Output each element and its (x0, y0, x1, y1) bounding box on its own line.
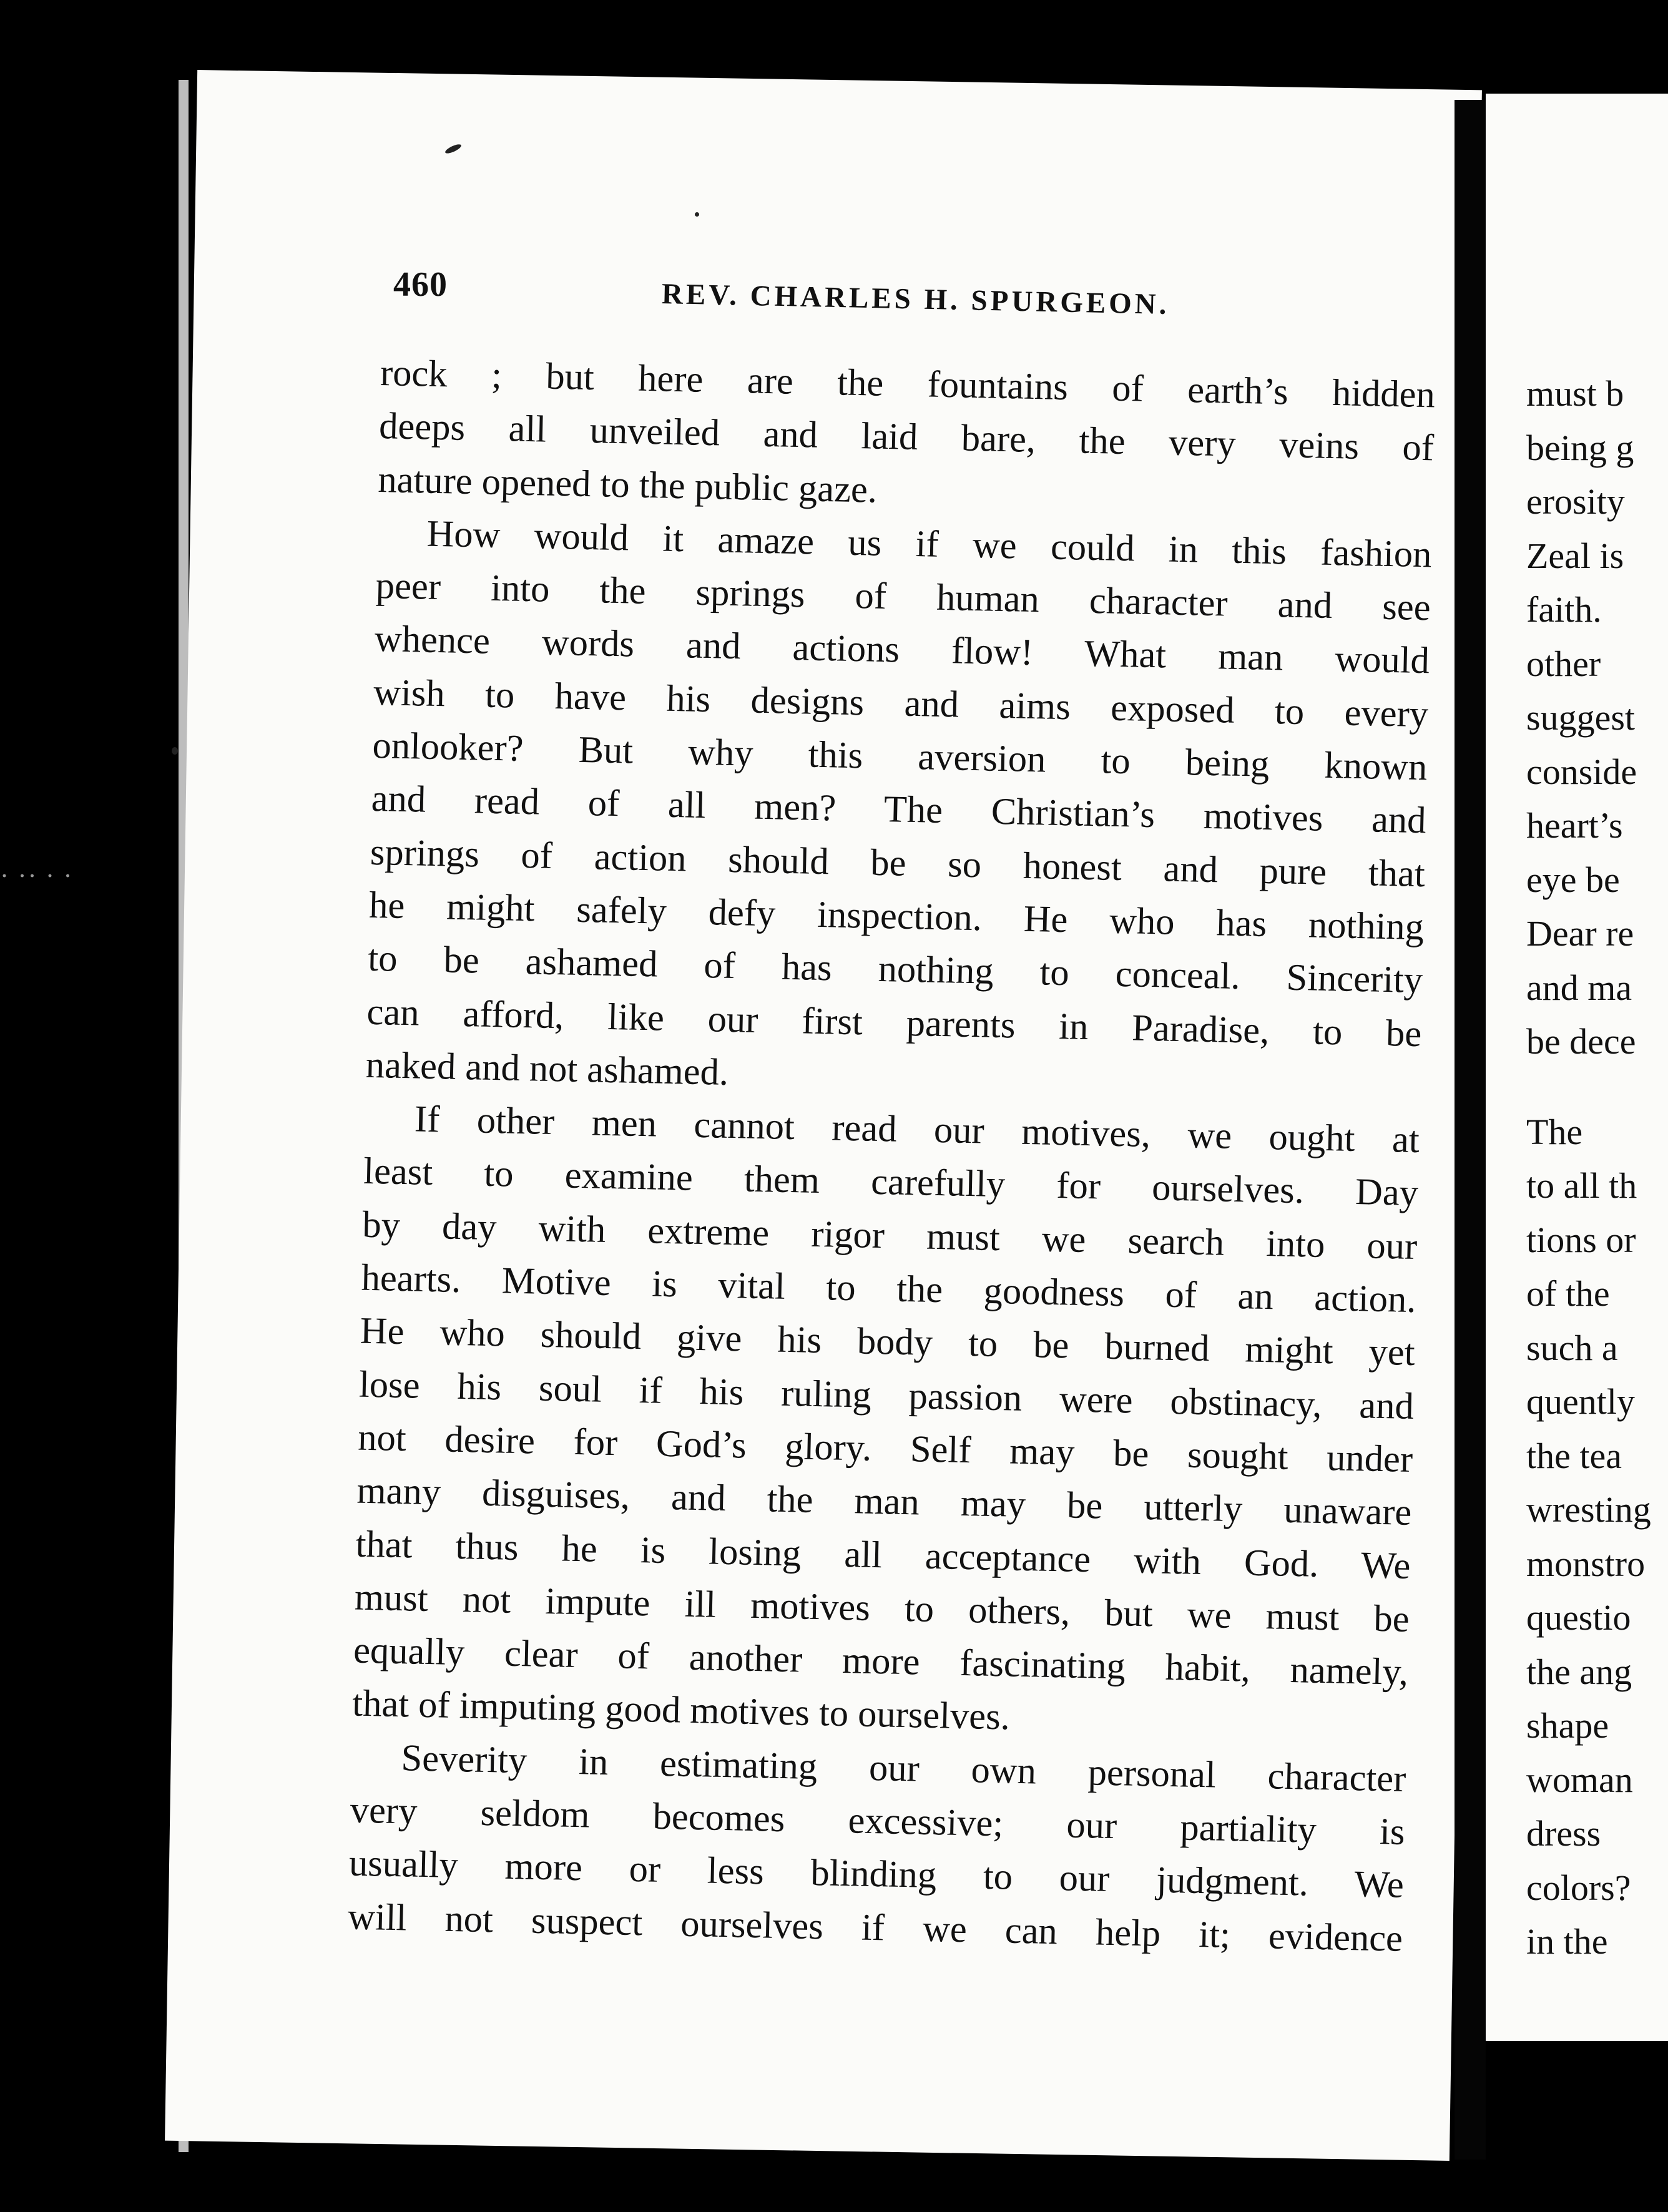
scan-noise: · ·· · · (0, 862, 74, 891)
text-line: by day with extreme rigor must we search into our (361, 1203, 1418, 1268)
text-line: usually more or less blinding to our judgment. We (348, 1842, 1405, 1907)
text-line: shape (1526, 1705, 1609, 1746)
text-line: very seldom becomes excessive; our partiality is (350, 1789, 1406, 1853)
text-line: Dear re (1526, 913, 1634, 954)
text-line: the ang (1526, 1651, 1632, 1692)
ink-speck (172, 747, 178, 755)
text-line: hearts. Motive is vital to the goodness of an action. (361, 1256, 1417, 1321)
text-line: How would it amaze us if we could in this fashion (426, 512, 1433, 576)
text-line: Zeal is (1526, 535, 1624, 576)
paragraph-gap (1526, 1069, 1668, 1105)
book-gutter (1455, 100, 1486, 2160)
text-line: He who should give his body to be burned might yet (360, 1310, 1416, 1374)
text-line: Severity in estimating our own personal character (400, 1736, 1406, 1800)
text-line: equally clear of another more fascinating habit, namely, (353, 1629, 1409, 1694)
text-line: of the (1526, 1273, 1610, 1314)
running-head: REV. CHARLES H. SPURGEON. (661, 278, 1170, 321)
text-line: least to examine them carefully for ourselves. Day (363, 1150, 1419, 1215)
text-line: peer into the springs of human character and see (375, 565, 1431, 629)
right-page-text (1526, 367, 1668, 1969)
page-header (393, 265, 1392, 321)
text-line: tions or (1526, 1219, 1636, 1260)
text-line: springs of action should be so honest and pure that (370, 831, 1426, 895)
text-line: wresting (1526, 1489, 1651, 1530)
text-line: monstro (1526, 1543, 1646, 1584)
text-line: nature opened to the public gaze. (377, 458, 878, 511)
text-line: erosity (1526, 481, 1625, 522)
text-line: the tea (1526, 1435, 1622, 1476)
text-line: not desire for God’s glory. Self may be sought under (357, 1416, 1413, 1480)
ink-speck (695, 212, 699, 217)
text-line: be dece (1526, 1021, 1636, 1062)
text-line: other (1526, 643, 1601, 684)
text-line: The (1526, 1111, 1583, 1152)
page-number: 460 (393, 265, 448, 304)
text-line: and read of all men? The Christian’s motives and (371, 778, 1427, 842)
text-line: If other men cannot read our motives, we ought at (414, 1098, 1420, 1162)
text-line: must b (1526, 373, 1624, 414)
text-line: being g (1526, 427, 1634, 468)
text-line: woman (1526, 1759, 1633, 1800)
text-line: must not impute ill motives to others, but we must be (354, 1576, 1410, 1640)
text-line: dress (1526, 1813, 1601, 1854)
text-line: in the (1526, 1921, 1608, 1962)
text-line: colors? (1526, 1867, 1631, 1908)
text-line: suggest (1526, 697, 1635, 738)
text-line: eye be (1526, 859, 1620, 900)
text-line: lose his soul if his ruling passion were obstinacy, and (358, 1363, 1415, 1427)
text-line: many disguises, and the man may be utterly unaware (356, 1469, 1412, 1534)
text-line: and ma (1526, 967, 1632, 1008)
text-line: deeps all unveiled and laid bare, the very veins of (378, 405, 1435, 469)
text-line: faith. (1526, 589, 1602, 630)
text-line: that of imputing good motives to ourselves. (351, 1682, 1011, 1739)
text-line: conside (1526, 751, 1637, 792)
text-line: such a (1526, 1327, 1618, 1368)
text-line: onlooker? But why this aversion to being known (371, 724, 1428, 789)
text-line: can afford, like our first parents in Paradise, to be (366, 991, 1423, 1055)
text-line: heart’s (1526, 805, 1623, 846)
text-line: wish to have his designs and aims exposed to every (373, 671, 1429, 736)
text-line: will not suspect ourselves if we can help it; evidence (347, 1896, 1403, 1960)
text-line: questio (1526, 1597, 1631, 1638)
text-line: he might safely defy inspection. He who has nothing (368, 884, 1425, 949)
text-line: to all th (1526, 1165, 1637, 1206)
text-line: that thus he is losing all acceptance with God. We (355, 1523, 1411, 1587)
text-line: to be ashamed of has nothing to conceal. Sincerity (367, 937, 1423, 1002)
text-line: whence words and actions flow! What man would (374, 618, 1430, 682)
left-page-text (347, 346, 1435, 1965)
text-line: rock ; but here are the fountains of earth’s hidden (380, 351, 1436, 416)
text-line: quently (1526, 1381, 1635, 1422)
text-line: naked and not ashamed. (365, 1044, 729, 1094)
